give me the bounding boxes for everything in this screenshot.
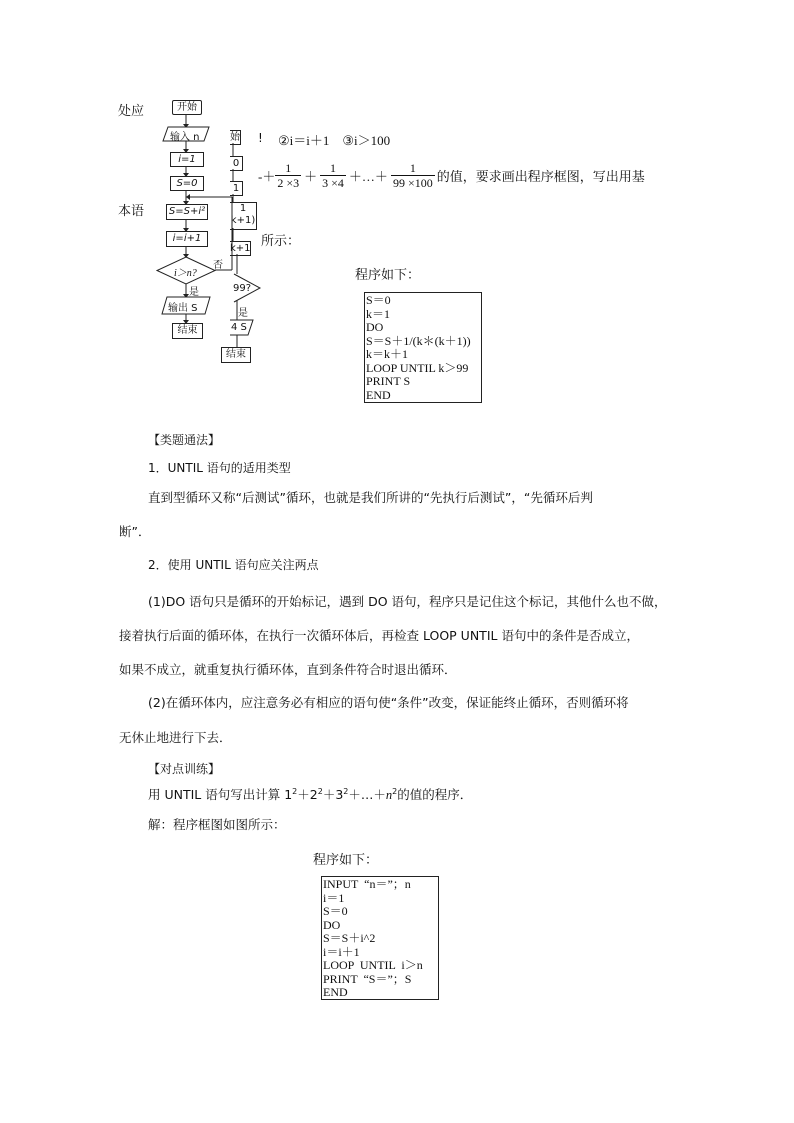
output-label: 输出 S: [168, 303, 198, 314]
bg-end-box: 结束: [221, 347, 251, 363]
update-s-box: S=S+i²: [166, 204, 208, 220]
bg-condition-fragment: 99?: [233, 283, 252, 294]
practice-heading: 【对点训练】: [148, 762, 221, 776]
series-dots: ＋…＋: [348, 168, 388, 184]
code-line: LOOP UNTIL i＞n: [323, 958, 423, 972]
fragment-excl: !: [258, 131, 263, 145]
p2-line2: 无休止地进行下去．: [119, 730, 232, 745]
code-line: PRINT “S＝”；S: [323, 971, 412, 986]
practice-task: 用 UNTIL 语句写出计算 $1^2+2^2+3^2+\dots+n^2$的值的程序．: [148, 786, 473, 802]
fraction-3: $\frac{1}{99 \times 100}$: [392, 160, 433, 190]
program1-heading: 程序如下：: [355, 268, 421, 283]
code-line: END: [366, 387, 391, 402]
end-box: 结束: [172, 323, 203, 339]
series-tail: 的值，要求画出程序框图，写出用基: [436, 169, 645, 185]
input-label: 输入 n: [170, 132, 200, 143]
bg-yes-label: 是: [238, 308, 248, 319]
update-i-box: i=i+1: [166, 231, 208, 247]
section-heading: 【类题通法】: [148, 433, 221, 447]
p1-line2: 接着执行后面的循环体，在执行一次循环体后，再检查 LOOP UNTIL 语句中的条件是否成立，: [119, 628, 639, 643]
fraction-2: $\frac{1}{3 \times 4}$: [322, 160, 344, 190]
code-line: S＝0: [323, 904, 348, 918]
item1-line1: 直到型循环又称“后测试”循环，也就是我们所讲的“先执行后测试”，“先循环后判: [148, 490, 593, 505]
bg-k-update-fragment: k+1: [230, 243, 251, 254]
p2-line1: (2)在循环体内，应注意务必有相应的语句使“条件”改变，保证能终止循环，否则循环将: [148, 695, 629, 710]
bg-k-fragment: 1: [230, 181, 243, 196]
code-line: k＝k＋1: [366, 347, 409, 361]
code-line: i＝1: [323, 890, 345, 905]
no-label: 否: [213, 260, 223, 271]
fraction-1: $\frac{1}{2 \times 3}$: [277, 160, 300, 190]
program2-code-box: [321, 876, 439, 1000]
code-line: END: [323, 985, 348, 999]
bg-init-fragment: 0: [230, 156, 243, 171]
shown-label: 所示：: [261, 234, 301, 249]
bg-start-fragment: 始: [230, 132, 240, 143]
code-line: PRINT S: [366, 374, 411, 388]
code-line: DO: [366, 320, 384, 334]
init-s-box: S=0: [170, 176, 204, 191]
code-line: k＝1: [366, 306, 391, 321]
code-line: DO: [323, 917, 341, 932]
series-formula: ‐＋ $\frac{1}{2 \times 3}$ ＋ $\frac{1}{3 \times 4}$ ＋…＋ $\frac{1}{99 \times 100}$ 的值，要求画出程序框图，写出用基: [258, 160, 645, 190]
code-line: LOOP UNTIL k＞99: [366, 360, 469, 375]
init-i-box: i=1: [170, 152, 204, 167]
item2-title: 2．使用 UNTIL 语句应关注两点: [148, 558, 319, 572]
loop-condition-label: i＞n?: [174, 268, 197, 279]
code-line: i＝i＋1: [323, 944, 360, 959]
item1-line2: 断”．: [119, 524, 151, 539]
item1-title: 1．UNTIL 语句的适用类型: [148, 461, 291, 475]
code-line: S＝S＋1/(k＊(k＋1)): [366, 333, 471, 348]
program2-heading: 程序如下：: [313, 853, 379, 868]
start-box: 开始: [172, 100, 202, 115]
yes-label: 是: [189, 287, 199, 298]
bg-update-fragment: 1 k+1): [230, 202, 257, 230]
p1-line1: (1)DO 语句只是循环的开始标记，遇到 DO 语句，程序只是记住这个标记，其他什么也不做，: [148, 594, 667, 609]
code-line: S＝S＋i^2: [323, 931, 376, 945]
program1-code-box: [364, 292, 482, 403]
code-line: S＝0: [366, 293, 391, 307]
bg-output-fragment: 4 S: [231, 322, 247, 333]
p1-line3: 如果不成立，就重复执行循环体，直到条件符合时退出循环．: [119, 662, 457, 677]
fragment-label-benyu: 本语: [118, 204, 145, 219]
condition-text: ②i＝i＋1 ③i＞100: [278, 133, 391, 148]
code-line: INPUT “n＝”；n: [323, 877, 411, 891]
solution-label: 解：程序框图如图所示：: [148, 817, 286, 832]
fragment-label-chuying: 处应: [118, 104, 145, 119]
